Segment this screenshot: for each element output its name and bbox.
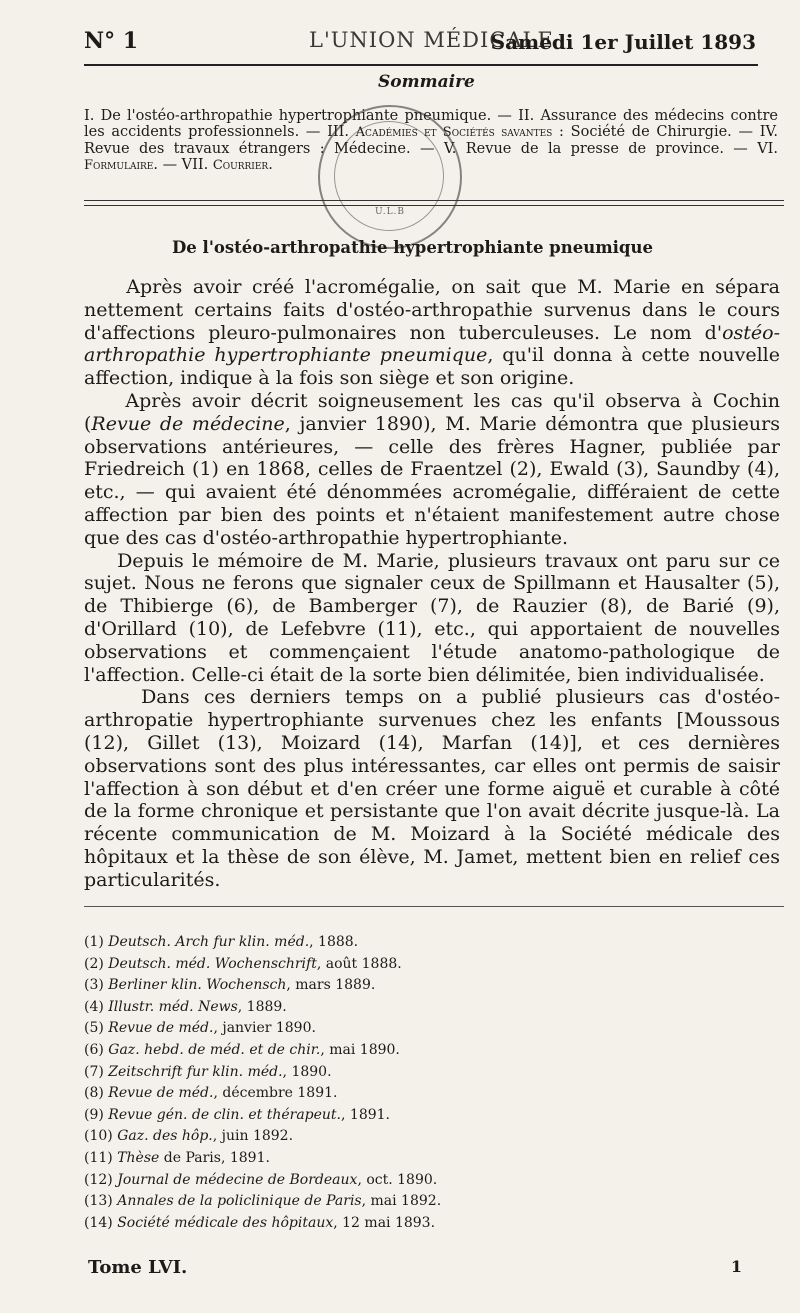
- footnote-number: (6): [84, 1041, 109, 1058]
- footnote-source: Illustr. méd. News: [108, 998, 238, 1015]
- footnote-source: Journal de médecine de Bordeaux: [117, 1171, 358, 1188]
- footnote-detail: , 1889.: [237, 998, 287, 1015]
- footnote-source: Deutsch. Arch fur klin. méd.: [108, 934, 310, 950]
- footnote-item: [84, 1213, 644, 1235]
- footnote-source: Revue de méd.: [108, 1085, 214, 1102]
- footnote-source: Société médicale des hôpitaux: [117, 1214, 334, 1231]
- issue-date: Samedi 1er Juillet 1893: [490, 30, 756, 54]
- footnote-number: (5): [84, 1020, 109, 1037]
- footnote-detail: , mars 1889.: [286, 977, 376, 994]
- summary-end: .: [268, 157, 273, 173]
- footnote-detail: , mai 1890.: [320, 1041, 400, 1058]
- p4-text: Dans ces derniers temps on a publié plusieurs cas d'ostéo-arthropatie hypertrophiante survenues chez les enfants [Moussous (12), Gillet (13), Moizard (14), Marfan (14)], et ces dernières observations sont des plus intéressantes, car elles ont permis de saisir l'affection à son début et d'en créer une forme aiguë et curable à côté de la forme chronique et persistante que l'on avait décrite jusque-là. La récente communication de M. Moizard à la Société médicale des hôpitaux et la thèse de son élève, M. Jamet, mettent bien en relief ces particularités.: [84, 686, 780, 891]
- page-header: [84, 20, 760, 60]
- p2-italic: Revue de médecine: [91, 412, 285, 435]
- footnote-item: [84, 975, 644, 997]
- footnote-rule: [84, 906, 784, 907]
- footnote-detail: , juin 1892.: [212, 1128, 294, 1145]
- header-rule: [84, 64, 758, 66]
- p1-italic: ostéo-arthropathie hypertrophiante pneumique: [84, 321, 780, 367]
- footnote-item: [84, 1170, 644, 1192]
- footnote-detail: , 1890.: [282, 1063, 332, 1080]
- footnote-item: [84, 1083, 644, 1105]
- footnote-number: (11): [84, 1149, 118, 1166]
- footnote-source: Revue gén. de clin. et thérapeut.: [108, 1106, 342, 1123]
- footnote-item: [84, 1105, 644, 1127]
- footnote-item: [84, 1018, 644, 1040]
- footnote-source: Gaz. hebd. de méd. et de chir.: [108, 1041, 321, 1058]
- footnote-number: (1): [84, 934, 109, 950]
- footnote-source: Deutsch. méd. Wochenschrift: [108, 955, 317, 972]
- summary-rule-top: [84, 200, 784, 201]
- footnotes: [84, 932, 644, 1234]
- footnote-item: [84, 1191, 644, 1213]
- p2-text-a: Après avoir décrit soigneusement les cas qu'il observa à Cochin (: [84, 389, 780, 435]
- footnote-item: [84, 1126, 644, 1148]
- footnote-number: (4): [84, 998, 109, 1015]
- footnote-detail: de Paris, 1891.: [159, 1149, 270, 1166]
- footnote-number: (8): [84, 1085, 109, 1102]
- article-body: [84, 276, 780, 892]
- footnote-detail: , janvier 1890.: [213, 1020, 316, 1037]
- paragraph-2: [84, 390, 780, 550]
- page-number: 1: [730, 1257, 742, 1276]
- footnote-source: Thèse: [117, 1149, 160, 1166]
- footnote-number: (3): [84, 977, 109, 994]
- p1-text-a: Après avoir créé l'acromégalie, on sait que M. Marie en sépara nettement certains faits d'ostéo-arthropathie survenus dans le cours d'affections pleuro-pulmonaires non tuberculeuses. Le nom d': [84, 276, 780, 344]
- summary-rule-bottom: [84, 205, 784, 206]
- summary-sep: . — VII.: [153, 157, 213, 173]
- footnote-number: (14): [84, 1214, 118, 1231]
- summary-title: Sommaire: [378, 72, 475, 92]
- footnote-source: Zeitschrift fur klin. méd.: [108, 1063, 283, 1080]
- summary-item-1c: Académies et Sociétés savantes: [355, 125, 553, 140]
- footnote-detail: , décembre 1891.: [213, 1085, 338, 1102]
- article-title: De l'ostéo-arthropathie hypertrophiante pneumique: [172, 238, 653, 257]
- issue-number: N° 1: [84, 28, 139, 54]
- footnote-detail: , août 1888.: [316, 955, 402, 972]
- stamp-text: U.L.B: [374, 207, 406, 217]
- tome-label: Tome LVI.: [88, 1257, 188, 1278]
- footnote-item: [84, 997, 644, 1019]
- footnote-source: Berliner klin. Wochensch: [108, 977, 287, 994]
- footnote-number: (9): [84, 1106, 109, 1123]
- p2-text-c: , janvier 1890), M. Marie démontra que plusieurs observations antérieures, — celle des frères Hagner, publiée par Friedreich (1) en 1868, celles de Fraentzel (2), Ewald (3), Saundby (4), etc., — qui avaient été dénommées acromégalie, différaient de cette affection par bien des points et n'étaient manifestement autre chose que des cas d'ostéo-arthropathie hypertrophiante.: [84, 412, 780, 549]
- footnote-item: [84, 954, 644, 976]
- paragraph-4: [84, 686, 780, 891]
- footnote-item: [84, 1040, 644, 1062]
- footnote-detail: , 12 mai 1893.: [333, 1214, 436, 1231]
- summary-item-1d: : Société de Chirurgie. — IV. Revue des travaux étrangers : Médecine. — V. Revue de la presse de province. — VI.: [84, 124, 779, 157]
- summary-courrier: Courrier: [212, 158, 269, 173]
- journal-title: L'UNION MÉDICALE: [309, 28, 554, 52]
- footnote-item: [84, 1148, 644, 1170]
- footnote-number: (7): [84, 1063, 109, 1080]
- p1-text-c: , qu'il donna à cette nouvelle affection, indique à la fois son siège et son origine.: [84, 344, 780, 390]
- footnote-number: (13): [84, 1193, 118, 1210]
- footnote-source: Annales de la policlinique de Paris: [117, 1193, 362, 1210]
- footnote-detail: , mai 1892.: [361, 1193, 442, 1210]
- summary-formulaire: Formulaire: [84, 158, 154, 173]
- footnote-source: Gaz. des hôp.: [117, 1128, 213, 1145]
- footnote-item: [84, 1062, 644, 1084]
- footnote-number: (10): [84, 1128, 118, 1145]
- p3-text: Depuis le mémoire de M. Marie, plusieurs travaux ont paru sur ce sujet. Nous ne ferons que signaler ceux de Spillmann et Hausalter (5), de Thibierge (6), de Bamberger (7), de Rauzier (8), de Barié (9), d'Orillard (10), de Lefebvre (11), etc., qui apportaient de nouvelles observations et commençaient l'étude anatomo-pathologique de l'affection. Celle-ci était de la sorte bien délimitée, bien individualisée.: [84, 549, 780, 686]
- footnote-detail: , oct. 1890.: [357, 1171, 438, 1188]
- paragraph-1: [84, 276, 780, 390]
- summary-item-1a: I. De l'ostéo-arthropathie hypertrophiante pneumique. — II.: [84, 108, 541, 124]
- footnote-item: [84, 932, 644, 954]
- footnote-number: (12): [84, 1171, 118, 1188]
- footnote-detail: , 1888.: [309, 934, 359, 950]
- summary-item-1b: Assurance des médecins contre les accidents professionnels. — III.: [84, 108, 779, 140]
- footnote-detail: , 1891.: [341, 1106, 390, 1123]
- library-stamp: [318, 105, 462, 249]
- paragraph-3: [84, 550, 780, 687]
- footnote-number: (2): [84, 955, 109, 972]
- footnote-source: Revue de méd.: [108, 1020, 214, 1037]
